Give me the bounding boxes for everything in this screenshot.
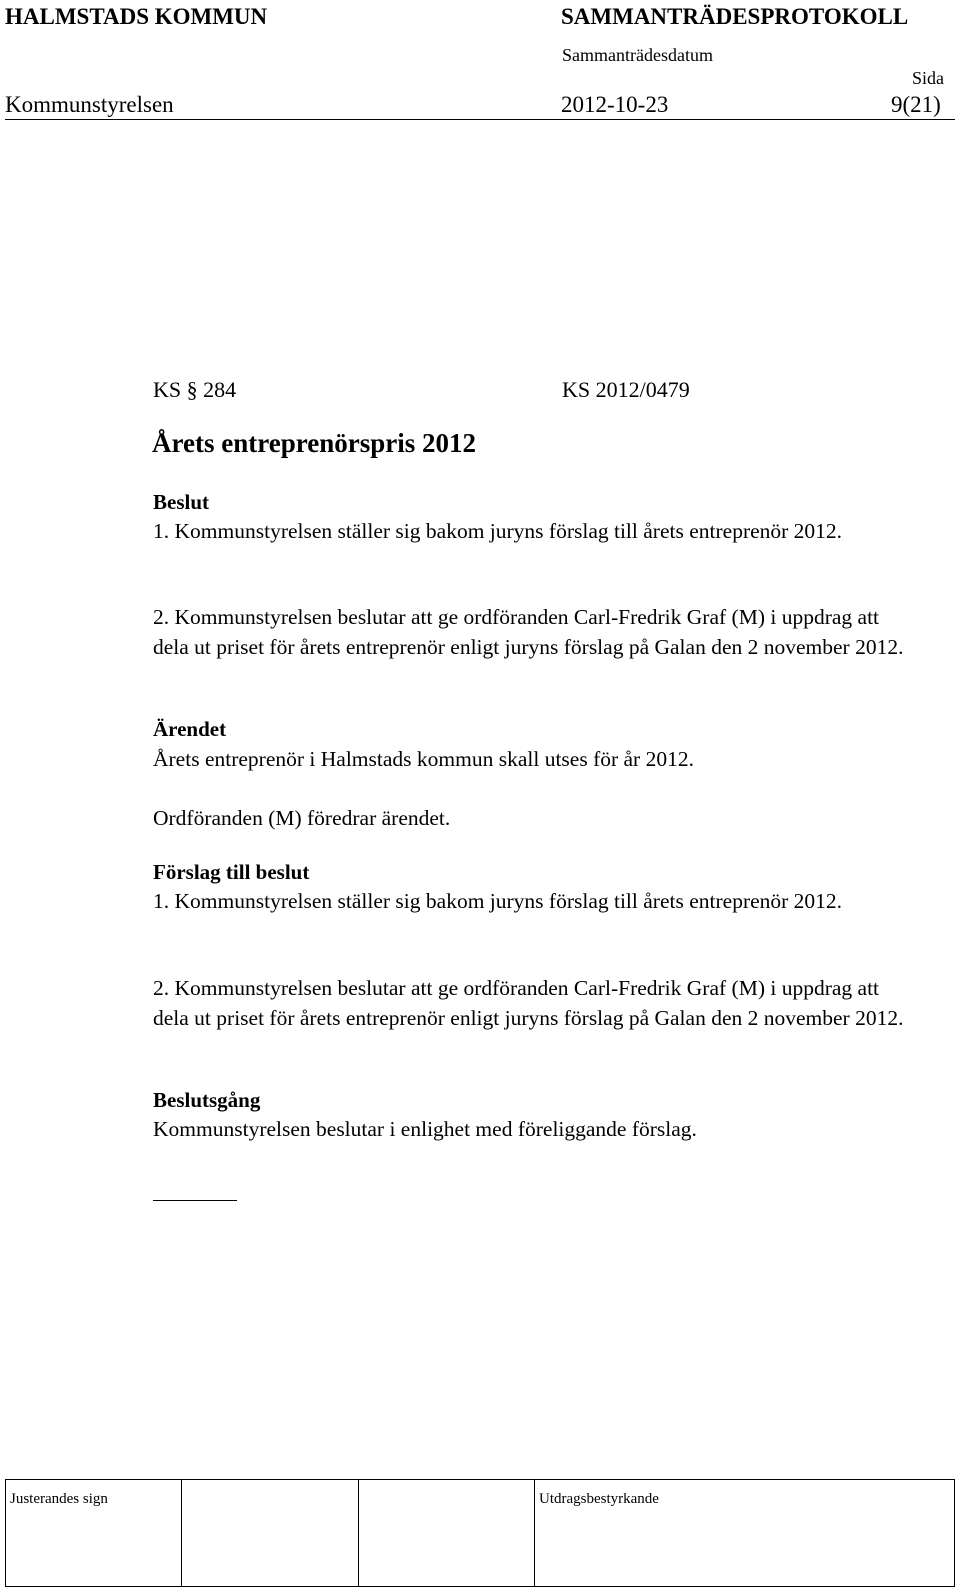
ks-number: KS § 284	[153, 377, 237, 402]
forslag-point-2: 2. Kommunstyrelsen beslutar att ge ordföranden Carl-Fredrik Graf (M) i uppdrag att dela ut priset för årets entreprenör enligt juryns förslag på Galan den 2 november 2012.	[153, 976, 904, 1030]
justerandes-sign-label: Justerandes sign	[10, 1491, 108, 1507]
arendet-heading: Ärendet	[153, 717, 227, 741]
page-label: Sida	[912, 68, 945, 88]
beslutsgang-heading: Beslutsgång	[153, 1088, 261, 1112]
signature-table	[5, 1479, 955, 1587]
end-rule	[153, 1200, 237, 1201]
sign-cell-3	[359, 1480, 535, 1586]
forslag-heading: Förslag till beslut	[153, 860, 310, 884]
header-rule	[5, 119, 955, 120]
beslut-point-1: 1. Kommunstyrelsen ställer sig bakom juryns förslag till årets entreprenör 2012.	[153, 519, 843, 543]
page-title: Årets entreprenörspris 2012	[152, 428, 476, 458]
org-name: HALMSTADS KOMMUN	[5, 4, 268, 29]
arendet-text-2: Ordföranden (M) föredrar ärendet.	[153, 806, 451, 830]
beslutsgang-text: Kommunstyrelsen beslutar i enlighet med föreliggande förslag.	[153, 1117, 697, 1141]
date-label: Sammanträdesdatum	[562, 45, 713, 65]
utdragsbestyrkande-label: Utdragsbestyrkande	[539, 1491, 659, 1507]
utdragsbestyrkande-cell	[535, 1480, 954, 1586]
meeting-date: 2012-10-23	[561, 92, 669, 117]
sign-cell-2	[182, 1480, 359, 1586]
beslut-point-2: 2. Kommunstyrelsen beslutar att ge ordföranden Carl-Fredrik Graf (M) i uppdrag att dela ut priset för årets entreprenör enligt juryns förslag på Galan den 2 november 2012.	[153, 605, 904, 659]
case-number: KS 2012/0479	[562, 377, 690, 402]
document-type: SAMMANTRÄDESPROTOKOLL	[561, 4, 909, 29]
page-number: 9(21)	[891, 92, 941, 117]
justerandes-sign-cell	[6, 1480, 182, 1586]
beslut-heading: Beslut	[153, 490, 210, 514]
arendet-text: Årets entreprenör i Halmstads kommun skall utses för år 2012.	[153, 747, 694, 771]
committee-name: Kommunstyrelsen	[5, 92, 174, 117]
forslag-point-1: 1. Kommunstyrelsen ställer sig bakom juryns förslag till årets entreprenör 2012.	[153, 889, 843, 913]
